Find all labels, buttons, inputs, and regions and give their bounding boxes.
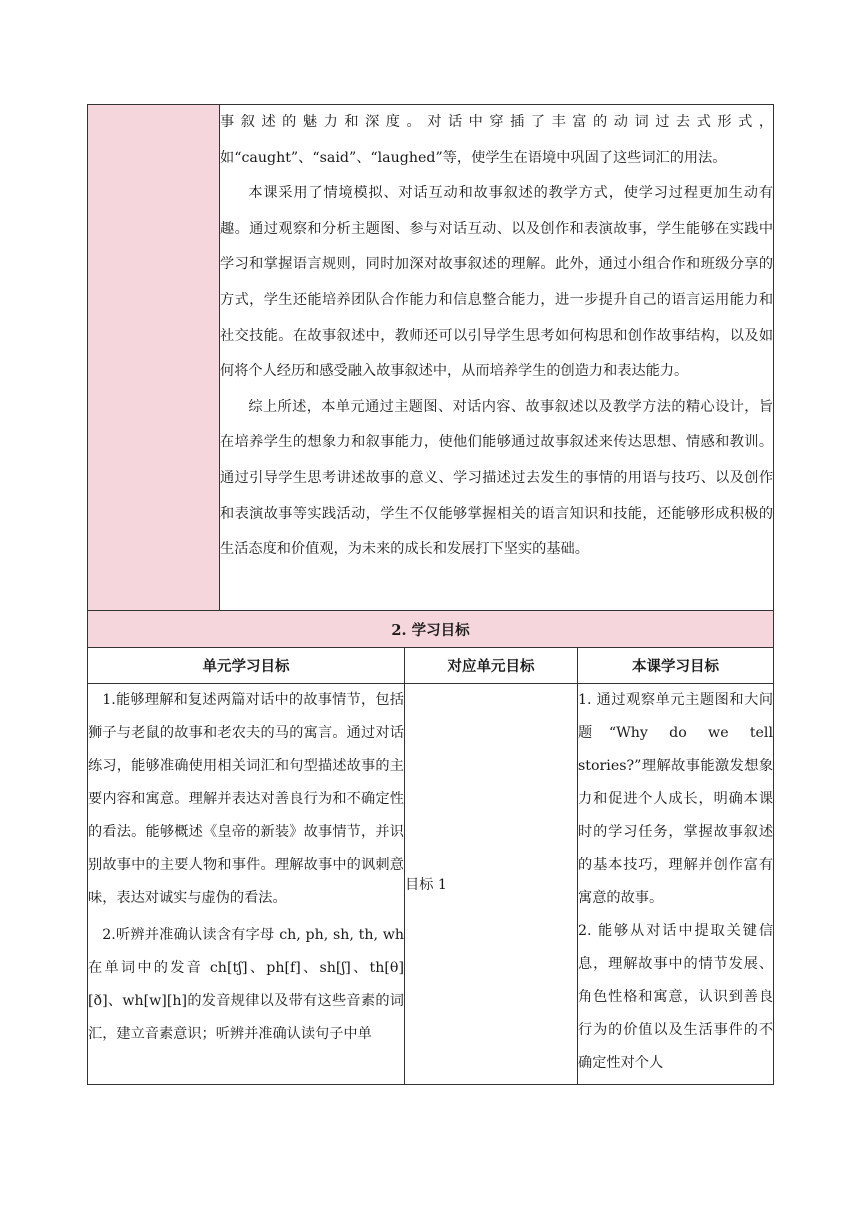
analysis-row — [88, 105, 774, 611]
unit-goal-item: 1.能够理解和复述两篇对话中的故事情节，包括狮子与老鼠的故事和老农夫的马的寓言。通过对话练习，能够准确使用相关词汇和句型描述故事的主要内容和寓意。理解并表达对善良行为和不确定性的看法。能够概述《皇帝的新装》故事情节，并识别故事中的主要人物和事件。理解故事中的讽刺意味，表达对诚实与虚伪的看法。 — [88, 692, 404, 906]
analysis-paragraph: 综上所述，本单元通过主题图、对话内容、故事叙述以及教学方法的精心设计，旨在培养学生的想象力和叙事能力，使他们能够通过故事叙述来传达思想、情感和教训。通过引导学生思考讲述故事的意义、学习描述过去发生的事情的用语与技巧、以及创作和表演故事等实践活动，学生不仅能够掌握相关的语言知识和技能，还能够形成积极的生活态度和价值观，为未来的成长和发展打下坚实的基础。 — [220, 398, 774, 558]
analysis-paragraph: 事叙述的魅力和深度。对话中穿插了丰富的动词过去式形式，如“caught”、“said”、“laughed”等，使学生在语境中巩固了这些词汇的用法。 — [220, 114, 774, 166]
analysis-paragraph: 本课采用了情境模拟、对话互动和故事叙述的教学方式，使学习过程更加生动有趣。通过观察和分析主题图、参与对话互动、以及创作和表演故事，学生能够在实践中学习和掌握语言规则，同时加深对故事叙述的理解。此外，通过小组合作和班级分享的方式，学生还能培养团队合作能力和信息整合能力，进一步提升自己的语言运用能力和社交技能。在故事叙述中，教师还可以引导学生思考如何构思和创作故事结构，以及如何将个人经历和感受融入故事叙述中，从而培养学生的创造力和表达能力。 — [220, 185, 774, 380]
unit-goals-header: 单元学习目标 — [88, 648, 405, 684]
lesson-goal-item: 1. 通过观察单元主题图和大问题“Why do we tell stories?”理解故事能激发想象力和促进个人成长，明确本课时的学习任务，掌握故事叙述的基本技巧，理解并创作富有寓意的故事。 — [578, 692, 774, 906]
lesson-goals-cell — [578, 684, 774, 1085]
lesson-goal-item: 2. 能够从对话中提取关键信息，理解故事中的情节发展、角色性格和寓意，认识到善良行为的价值以及生活事件的不确定性对个人 — [578, 923, 774, 1071]
section-title: 2. 学习目标 — [88, 611, 774, 648]
goals-row — [88, 684, 774, 1085]
unit-goals-cell — [88, 684, 405, 1085]
column-header-row — [88, 648, 774, 684]
section-title-row — [88, 611, 774, 648]
unit-goal-item: 2.听辨并准确认读含有字母 ch, ph, sh, th, wh 在单词中的发音 ch[tʃ]、ph[f]、sh[ʃ]、th[θ][ð]、wh[w][h]的发音规律以及带有这些音素的词汇，建立音素意识；听辨并准确认读句子中单 — [88, 927, 404, 1042]
lesson-plan-table — [87, 104, 774, 1085]
corresponding-goal-header: 对应单元目标 — [405, 648, 578, 684]
corresponding-goal-cell: 目标 1 — [405, 684, 578, 1085]
row-label-cell — [88, 105, 220, 611]
analysis-cell — [220, 105, 774, 611]
lesson-goals-header: 本课学习目标 — [578, 648, 774, 684]
